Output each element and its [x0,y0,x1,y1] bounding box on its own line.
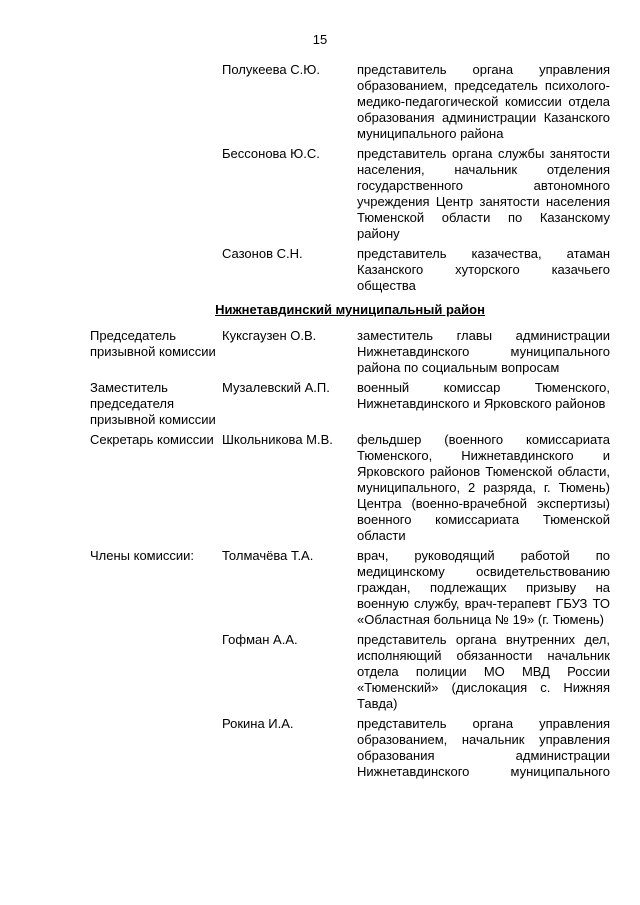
member-role: Председатель призывной комиссии [90,328,216,359]
member-position: представитель казачества, атаман Казанского хуторского казачьего общества [357,246,610,293]
member-name: Куксгаузен О.В. [222,328,317,343]
member-row-tolmacheva [90,548,610,628]
member-position: представитель органа внутренних дел, исполняющий обязанности начальник отдела полиции МО МВД России «Тюменский» (дислокация с. Нижняя Тавда) [357,632,610,711]
member-position: фельдшер (военного комиссариата Тюменского, Нижнетавдинского и Ярковского районов Тюменской области, муниципального, 2 разряда, г. Тюмень) Центра (военно-врачебной экспертизы) военного комиссариата Тюменской области [357,432,610,543]
member-name: Рокина И.А. [222,716,294,731]
member-name: Толмачёва Т.А. [222,548,314,563]
member-name: Сазонов С.Н. [222,246,303,261]
member-role: Члены комиссии: [90,548,195,563]
member-row-gofman [90,632,610,712]
member-role: Заместитель председателя призывной комиссии [90,380,216,427]
member-row-rokina [90,716,610,780]
member-position: представитель органа управления образованием, председатель психолого-медико-педагогической комиссии отдела образования администрации Казанского муниципального района [357,62,610,141]
member-row-secretary [90,432,610,544]
commission-document [90,62,610,784]
member-position: заместитель главы администрации Нижнетавдинского муниципального района по социальным вопросам [357,328,610,375]
member-name: Музалевский А.П. [222,380,330,395]
member-position: врач, руководящий работой по медицинскому освидетельствованию граждан, подлежащих призыву на военную службу, врач-терапевт ГБУЗ ТО «Областная больница № 19» (г. Тюмень) [357,548,610,627]
member-position: представитель органа службы занятости населения, начальник отделения государственного автономного учреждения Центр занятости населения Тюменской области по Казанскому району [357,146,610,241]
member-row-polukeeva [90,62,610,142]
section-title: Нижнетавдинский муниципальный район [215,302,485,317]
member-name: Школьникова М.В. [222,432,333,447]
member-row-sazonov [90,246,610,294]
member-name: Гофман А.А. [222,632,298,647]
member-row-bessonova [90,146,610,242]
page-number: 15 [312,32,328,47]
member-position: представитель органа управления образованием, начальник управления образования администрации Нижнетавдинского муниципального [357,716,610,779]
member-row-chairman [90,328,610,376]
member-name: Полукеева С.Ю. [222,62,321,77]
member-name: Бессонова Ю.С. [222,146,320,161]
member-role: Секретарь комиссии [90,432,214,447]
member-position: военный комиссар Тюменского, Нижнетавдинского и Ярковского районов [357,380,610,411]
member-row-deputy-chairman [90,380,610,428]
